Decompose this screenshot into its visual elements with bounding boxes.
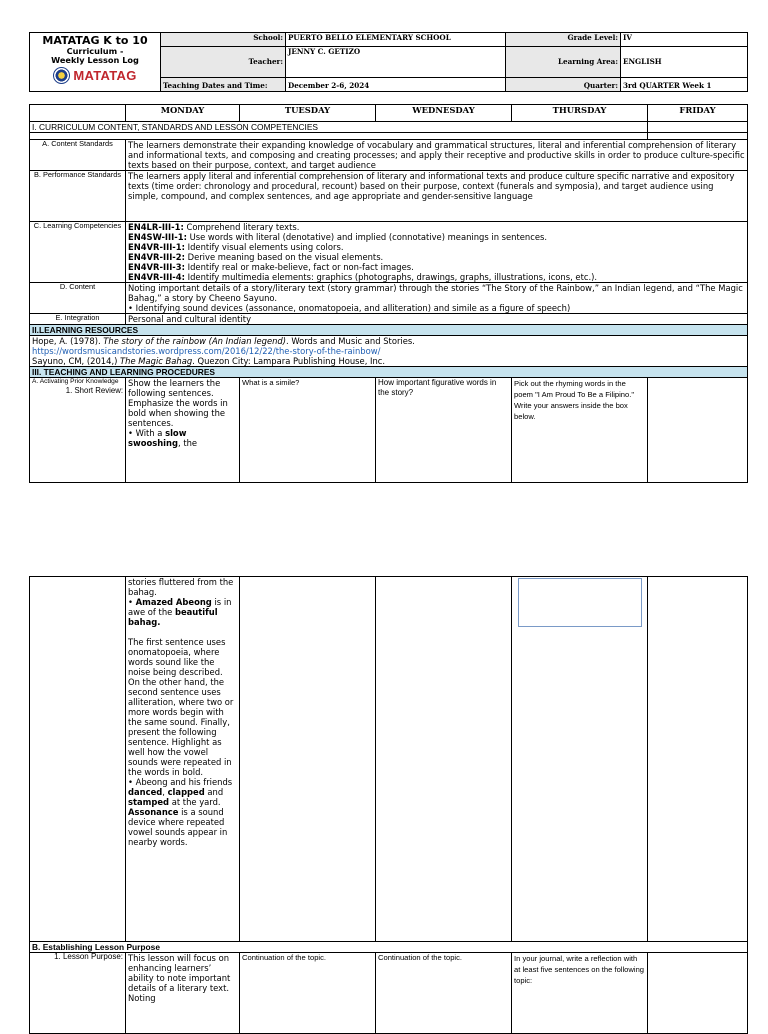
competency-text: Use words with literal (denotative) and implied (connotative) meanings in sentences. bbox=[186, 232, 548, 242]
lesson-log-table bbox=[29, 104, 748, 483]
competency-item bbox=[128, 252, 745, 262]
competency-text: Identify multimedia elements: graphics (photographs, drawings, graphs, illustrations, icons, etc.). bbox=[184, 272, 598, 282]
thursday-purpose: In your journal, write a reflection with at least five sentences on the following topic: bbox=[512, 953, 648, 1034]
school-value: PUERTO BELLO ELEMENTARY SCHOOL bbox=[286, 33, 506, 47]
teacher-label: Teacher: bbox=[161, 47, 286, 78]
day-tuesday: TUESDAY bbox=[240, 105, 376, 122]
reference-1 bbox=[32, 336, 745, 346]
competency-code: EN4VR-III-4: bbox=[128, 272, 185, 282]
day-wednesday: WEDNESDAY bbox=[376, 105, 512, 122]
monday-tail: , the bbox=[178, 438, 198, 448]
bullet: • bbox=[128, 597, 136, 607]
ref-author: Hope, A. (1978). bbox=[32, 336, 104, 346]
resources-cell bbox=[30, 336, 748, 367]
dates-value: December 2-6, 2024 bbox=[286, 78, 506, 92]
content-bullet: • Identifying sound devices (assonance, onomatopoeia, and alliteration) and simile as a figure of speech) bbox=[128, 303, 571, 313]
bullet: • Abeong and his friends bbox=[128, 777, 233, 787]
grade-label: Grade Level: bbox=[506, 33, 621, 47]
monday-bullet-2 bbox=[128, 597, 237, 627]
ref-author: Sayuno, CM, (2014,) bbox=[32, 356, 121, 366]
short-review-label: 1. Short Review: bbox=[65, 385, 123, 395]
content-standards: The learners demonstrate their expanding knowledge of vocabulary and grammatical structures, literal and inferential comprehension of literary and informational texts, and composing and creating processes; and apply their receptive and productive skills in order to produce culture-specific texts based on their purpose, context, and target audience bbox=[126, 140, 748, 171]
competency-code: EN4VR-III-2: bbox=[128, 252, 185, 262]
empty-cell bbox=[648, 122, 748, 133]
reference-url-link[interactable]: https://wordsmusicandstories.wordpress.com/2016/12/22/the-story-of-the-rainbow/ bbox=[32, 346, 381, 356]
friday-continued bbox=[648, 577, 748, 942]
label-cell-empty bbox=[30, 577, 126, 942]
wednesday-continued bbox=[376, 577, 512, 942]
competency-text: Identify visual elements using colors. bbox=[184, 242, 344, 252]
header-table bbox=[29, 32, 748, 92]
ref-source: . Words and Music and Stories. bbox=[286, 336, 415, 346]
friday-purpose bbox=[648, 953, 748, 1034]
dates-label: Teaching Dates and Time: bbox=[161, 78, 286, 92]
monday-review bbox=[126, 378, 240, 483]
tuesday-purpose: Continuation of the topic. bbox=[240, 953, 376, 1034]
quarter-value: 3rd QUARTER Week 1 bbox=[621, 78, 748, 92]
day-friday: FRIDAY bbox=[648, 105, 748, 122]
competency-code: EN4VR-III-3: bbox=[128, 262, 185, 272]
grade-value: IV bbox=[621, 33, 748, 47]
competency-item bbox=[128, 242, 745, 252]
monday-purpose: This lesson will focus on enhancing learners’ ability to note important details of a literary text. Noting bbox=[126, 953, 240, 1034]
quarter-label: Quarter: bbox=[506, 78, 621, 92]
bold-phrase: beautiful bahag. bbox=[128, 607, 218, 627]
school-label: School: bbox=[161, 33, 286, 47]
monday-continued bbox=[126, 577, 240, 942]
text: is a sound device where repeated vowel sounds appear in nearby words. bbox=[128, 807, 228, 847]
corner-cell bbox=[30, 105, 126, 122]
label-text: D. Content bbox=[59, 282, 96, 291]
content-text: Noting important details of a story/literary text (story grammar) through the stories “The Story of the Rainbow,” an Indian legend, and “The Magic Bahag,” a story by Cheeno Sayuno. bbox=[128, 283, 743, 303]
ref-source: . Quezon City: Lampara Publishing House, Inc. bbox=[192, 356, 386, 366]
competency-item bbox=[128, 262, 745, 272]
competency-text: Comprehend literary texts. bbox=[183, 222, 300, 232]
label-text: A. Content Standards bbox=[42, 139, 113, 148]
lesson-purpose-label: 1. Lesson Purpose: bbox=[30, 953, 126, 1034]
logo-title: MATATAG K to 10 bbox=[42, 34, 148, 47]
label-text: E. Integration bbox=[55, 313, 100, 322]
content-standards-label bbox=[30, 140, 126, 171]
thursday-continued bbox=[512, 577, 648, 942]
integration-value: Personal and cultural identity bbox=[126, 314, 748, 325]
wednesday-review: How important figurative words in the story? bbox=[376, 378, 512, 483]
monday-bullet: • With a bbox=[128, 428, 166, 438]
competency-code: EN4VR-III-1: bbox=[128, 242, 185, 252]
answer-box[interactable] bbox=[518, 578, 642, 627]
competency-text: Identify real or make-believe, fact or non-fact images. bbox=[184, 262, 414, 272]
competencies-list bbox=[126, 222, 748, 283]
ref-title: The Magic Bahag bbox=[120, 356, 193, 366]
competency-item bbox=[128, 272, 745, 282]
content-cell bbox=[126, 283, 748, 314]
activating-title: A. Activating Prior Knowledge bbox=[32, 378, 119, 385]
wednesday-purpose: Continuation of the topic. bbox=[376, 953, 512, 1034]
monday-text: Show the learners the following sentences. Emphasize the words in bold when showing the sentences. bbox=[128, 378, 228, 428]
integration-label bbox=[30, 314, 126, 325]
section-resources: II.LEARNING RESOURCES bbox=[30, 325, 748, 336]
area-value: ENGLISH bbox=[621, 47, 748, 78]
area-label: Learning Area: bbox=[506, 47, 621, 78]
logo-block bbox=[30, 33, 161, 92]
competency-code: EN4LR-III-1: bbox=[128, 222, 184, 232]
bold-phrase: Amazed Abeong bbox=[135, 597, 212, 607]
text: , bbox=[162, 787, 168, 797]
label-text: B. Performance Standards bbox=[33, 170, 122, 179]
competency-item bbox=[128, 222, 745, 232]
label-text: C. Learning Competencies bbox=[33, 221, 122, 230]
logo-subtitle: Curriculum - bbox=[66, 46, 124, 56]
bold-word: danced bbox=[128, 787, 163, 797]
spacer-cell bbox=[30, 133, 648, 140]
thursday-review: Pick out the rhyming words in the poem "I Am Proud To Be a Filipino." Write your answers inside the box below. bbox=[512, 378, 648, 483]
content-label bbox=[30, 283, 126, 314]
friday-review bbox=[648, 378, 748, 483]
competency-text: Derive meaning based on the visual elements. bbox=[184, 252, 384, 262]
paragraph-gap bbox=[128, 627, 237, 637]
section-procedures: III. TEACHING AND LEARNING PROCEDURES bbox=[30, 367, 748, 378]
day-thursday: THURSDAY bbox=[512, 105, 648, 122]
deped-seal-icon bbox=[53, 67, 70, 84]
text: is in awe of the bbox=[128, 597, 232, 617]
section-curriculum: I. CURRICULUM CONTENT, STANDARDS AND LESSON COMPETENCIES bbox=[30, 122, 648, 133]
bold-word: clapped bbox=[167, 787, 205, 797]
competency-code: EN4SW-III-1: bbox=[128, 232, 187, 242]
text: and bbox=[204, 787, 224, 797]
day-monday: MONDAY bbox=[126, 105, 240, 122]
competencies-label bbox=[30, 222, 126, 283]
brand-wordmark: MATATAG bbox=[73, 67, 137, 83]
bold-word: stamped bbox=[128, 797, 170, 807]
monday-bullet-3 bbox=[128, 777, 237, 847]
bold-word: Assonance bbox=[128, 807, 179, 817]
text: at the yard. bbox=[169, 797, 221, 807]
tuesday-review: What is a simile? bbox=[240, 378, 376, 483]
monday-paragraph: stories fluttered from the bahag. bbox=[128, 577, 234, 597]
monday-explanation: The first sentence uses onomatopoeia, where words sound like the noise being described. On the other hand, the second sentence uses alliteration, where two or more words begin with the same sound. Finally, present the following sentence. Highlight as well how the vowel sounds were repeated in the words in bold. bbox=[128, 637, 234, 777]
performance-standards: The learners apply literal and inferential comprehension of literary and informational texts and produce culture specific narrative and expository texts (time order: chronology and procedural, recount) based on their purpose, context (funerals and symposia), and target audience using simple, compound, and complex sentences, and age appropriate and gender-sensitive language bbox=[126, 171, 748, 222]
reference-2 bbox=[32, 356, 745, 366]
competency-item bbox=[128, 232, 745, 242]
section-purpose: B. Establishing Lesson Purpose bbox=[30, 942, 748, 953]
matatag-brand bbox=[30, 67, 160, 84]
lesson-log-table-continued bbox=[29, 576, 748, 1034]
teacher-value: JENNY C. GETIZO bbox=[286, 47, 506, 78]
ref-title: The story of the rainbow (An Indian legend) bbox=[103, 336, 287, 346]
monday-bold: slow swooshing bbox=[128, 428, 187, 448]
activating-label bbox=[30, 378, 126, 483]
empty-cell bbox=[648, 133, 748, 140]
tuesday-continued bbox=[240, 577, 376, 942]
logo-subtitle-2: Weekly Lesson Log bbox=[51, 55, 139, 65]
performance-label bbox=[30, 171, 126, 222]
